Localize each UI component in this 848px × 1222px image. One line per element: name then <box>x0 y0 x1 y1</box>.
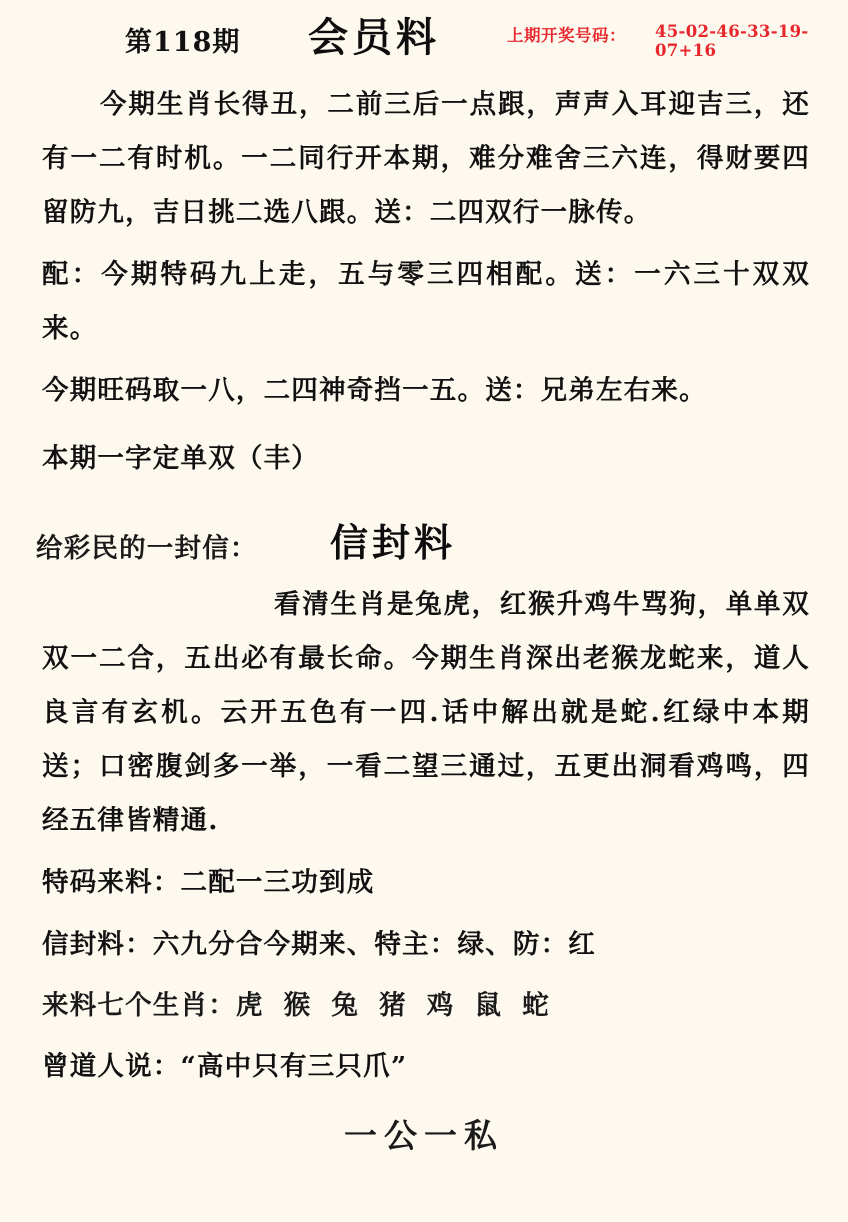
paragraph: 今期生肖长得丑，二前三后一点跟，声声入耳迎吉三，还有一二有时机。一二同行开本期，难分难舍三六连，得财要四留防九，吉日挑二选八跟。送：二四双行一脉传。 <box>42 89 810 228</box>
paragraph: 今期旺码取一八，二四神奇挡一五。送：兄弟左右来。 <box>42 375 707 406</box>
paragraph: 看清生肖是兔虎，红猴升鸡牛骂狗，单单双双一二合，五出必有最长命。今期生肖深出老猴龙蛇来，道人良言有玄机。云开五色有一四.话中解出就是蛇.红绿中本期送；口密腹剑多一举，一看二望三通过，五更出洞看鸡鸣，四经五律皆精通. <box>42 589 810 836</box>
quote-row <box>42 1040 810 1094</box>
section-two-title: 信封料 <box>330 520 457 565</box>
zodiac-list-values: 虎 猴 兔 猪 鸡 鼠 蛇 <box>235 990 555 1021</box>
quote-label: 曾道人说： <box>42 1051 181 1082</box>
page-title: 会员料 <box>308 14 440 61</box>
paragraph: 本期一字定单双（丰） <box>42 443 319 474</box>
previous-draw-label: 上期开奖号码： <box>507 26 626 45</box>
paragraph: 信封料：六九分合今期来、特主：绿、防：红 <box>42 929 596 960</box>
zodiac-list-row <box>42 980 810 1032</box>
quote-text: “高中只有三只爪” <box>180 1051 408 1082</box>
zodiac-list-label: 来料七个生肖： <box>42 990 236 1021</box>
section-one-body <box>30 78 818 486</box>
issue-number: 第118期 <box>125 27 241 58</box>
previous-draw-numbers: 45-02-46-33-19-07+16 <box>655 22 809 60</box>
footer-title: 一公一私 <box>344 1116 504 1155</box>
document-header <box>30 0 818 78</box>
section-two-body <box>30 578 818 1094</box>
paragraph: 特码来料：二配一三功到成 <box>42 867 375 898</box>
letter-to-readers-label: 给彩民的一封信： <box>36 533 258 564</box>
section-two-heading <box>30 510 818 578</box>
paragraph: 配：今期特码九上走，五与零三四相配。送：一六三十双双来。 <box>42 259 810 344</box>
